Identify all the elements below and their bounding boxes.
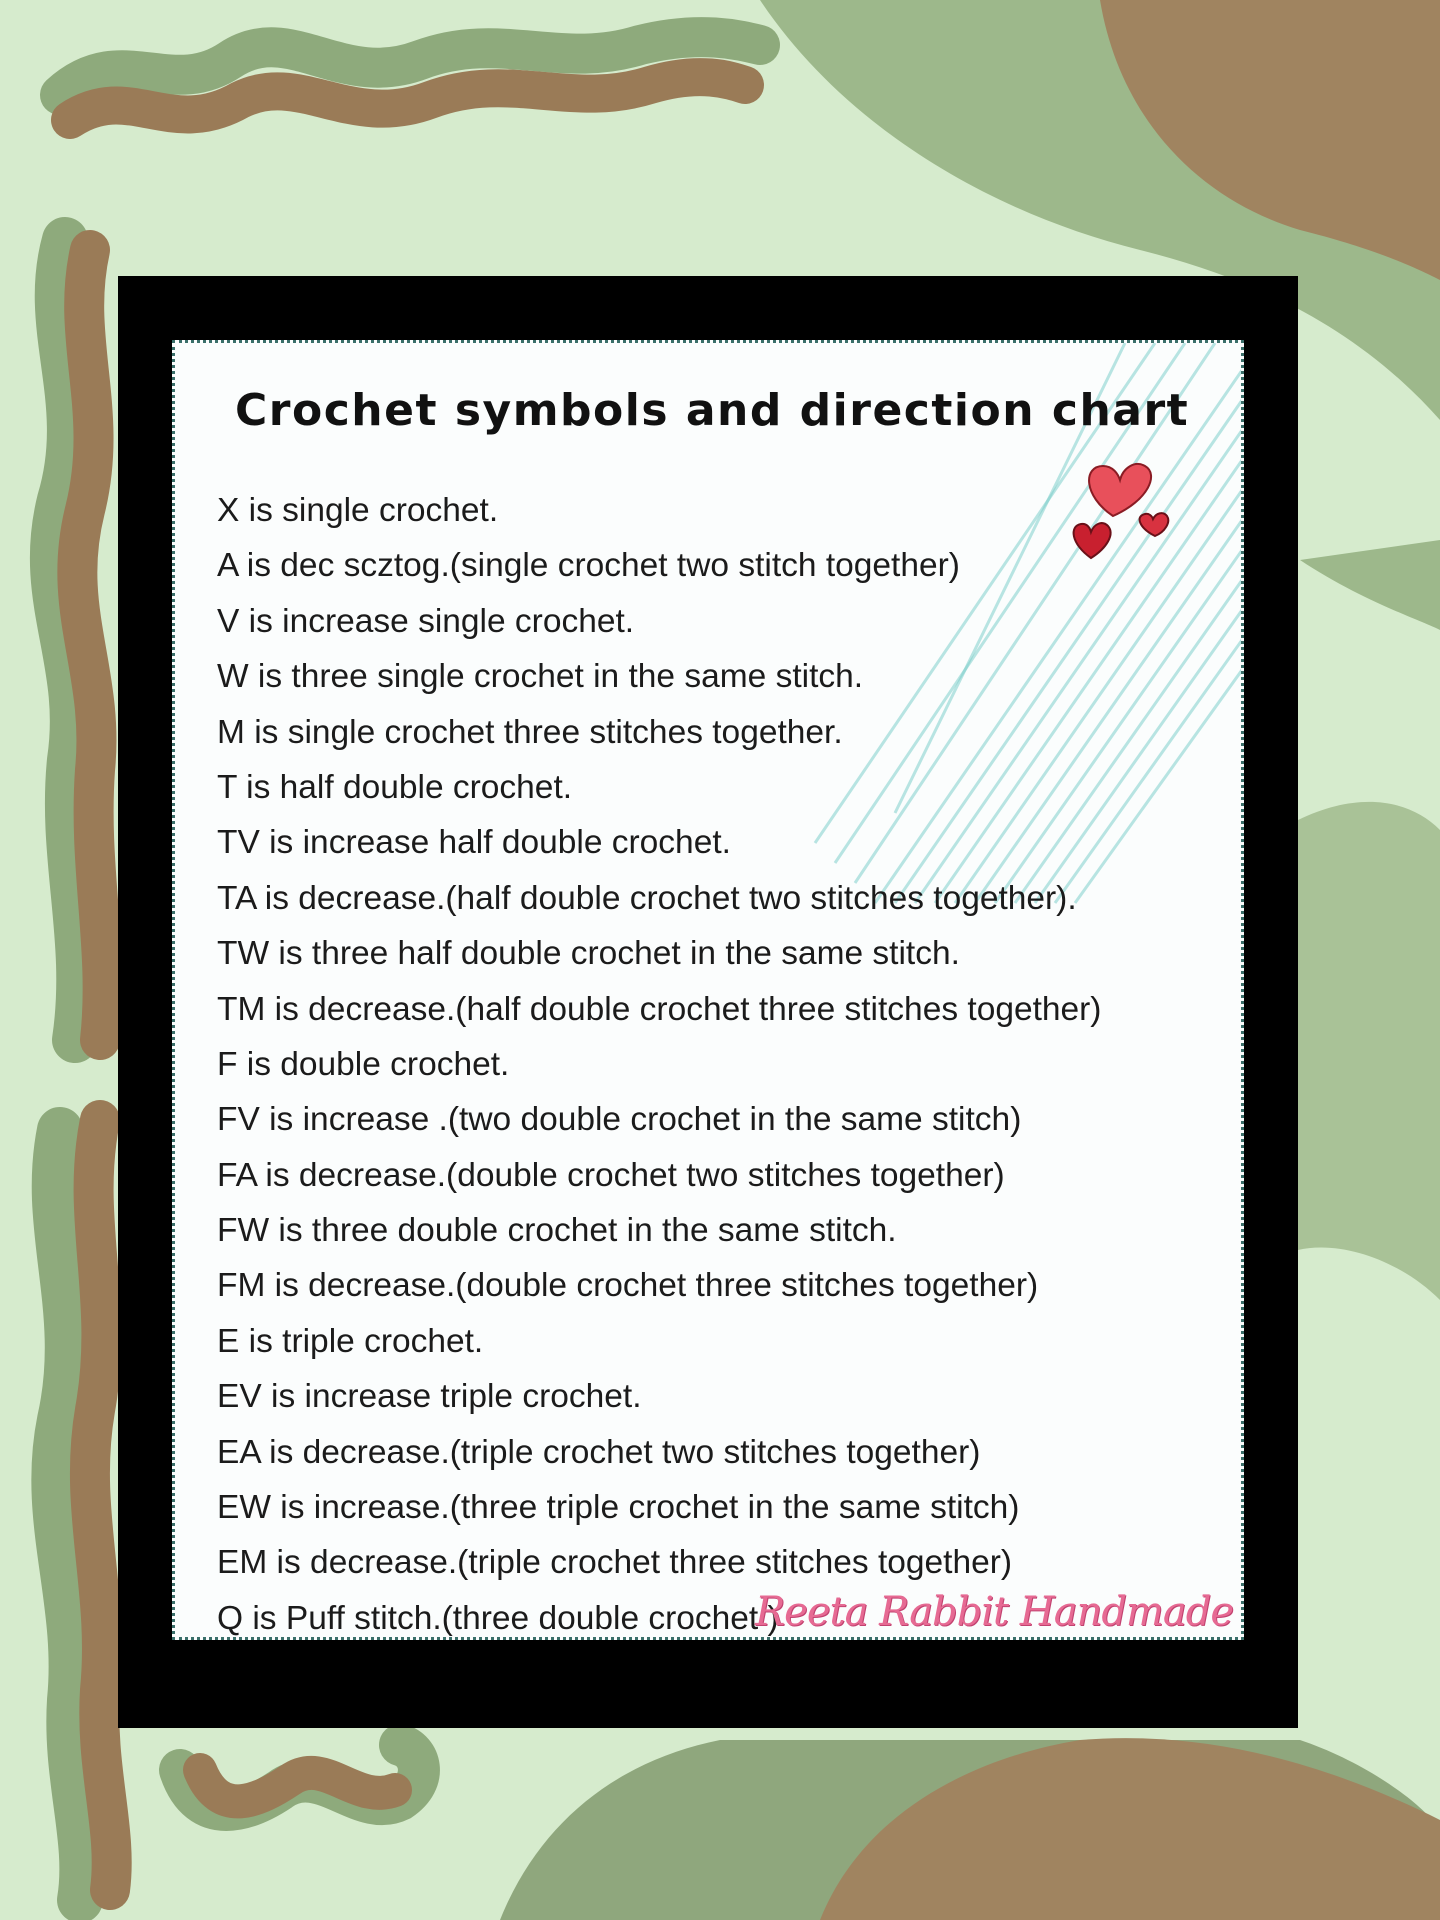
list-item: FM is decrease.(double crochet three stitches together) [217,1267,1039,1305]
list-item: M is single crochet three stitches together. [217,713,843,751]
symbol-chart-card [172,340,1244,1640]
list-item: EW is increase.(three triple crochet in the same stitch) [217,1489,1020,1527]
list-item: FW is three double crochet in the same stitch. [217,1212,897,1250]
list-item: F is double crochet. [217,1045,510,1083]
list-item: TV is increase half double crochet. [217,824,731,862]
list-item: FA is decrease.(double crochet two stitches together) [217,1156,1005,1194]
list-item: TA is decrease.(half double crochet two stitches together). [217,879,1077,917]
chart-title: Crochet symbols and direction chart [235,385,1190,436]
list-item: X is single crochet. [217,492,499,529]
list-item: T is half double crochet. [217,768,573,806]
list-item: V is increase single crochet. [217,602,635,640]
list-item: A is dec scztog.(single crochet two stitch together) [217,547,960,585]
list-item: W is three single crochet in the same stitch. [217,658,864,696]
symbol-list [217,483,1101,1640]
brand-watermark: Reeta Rabbit Handmade [755,1589,1233,1635]
list-item: TM is decrease.(half double crochet three stitches together) [217,990,1102,1028]
list-item: TW is three half double crochet in the same stitch. [217,935,960,973]
list-item: EM is decrease.(triple crochet three stitches together) [217,1544,1013,1582]
list-item: EV is increase triple crochet. [217,1378,642,1416]
list-item: EA is decrease.(triple crochet two stitches together) [217,1433,981,1471]
list-item: FV is increase .(two double crochet in the same stitch) [217,1101,1022,1139]
list-item: E is triple crochet. [217,1322,484,1360]
list-item: Q is Puff stitch.(three double crochet ) [217,1599,779,1637]
